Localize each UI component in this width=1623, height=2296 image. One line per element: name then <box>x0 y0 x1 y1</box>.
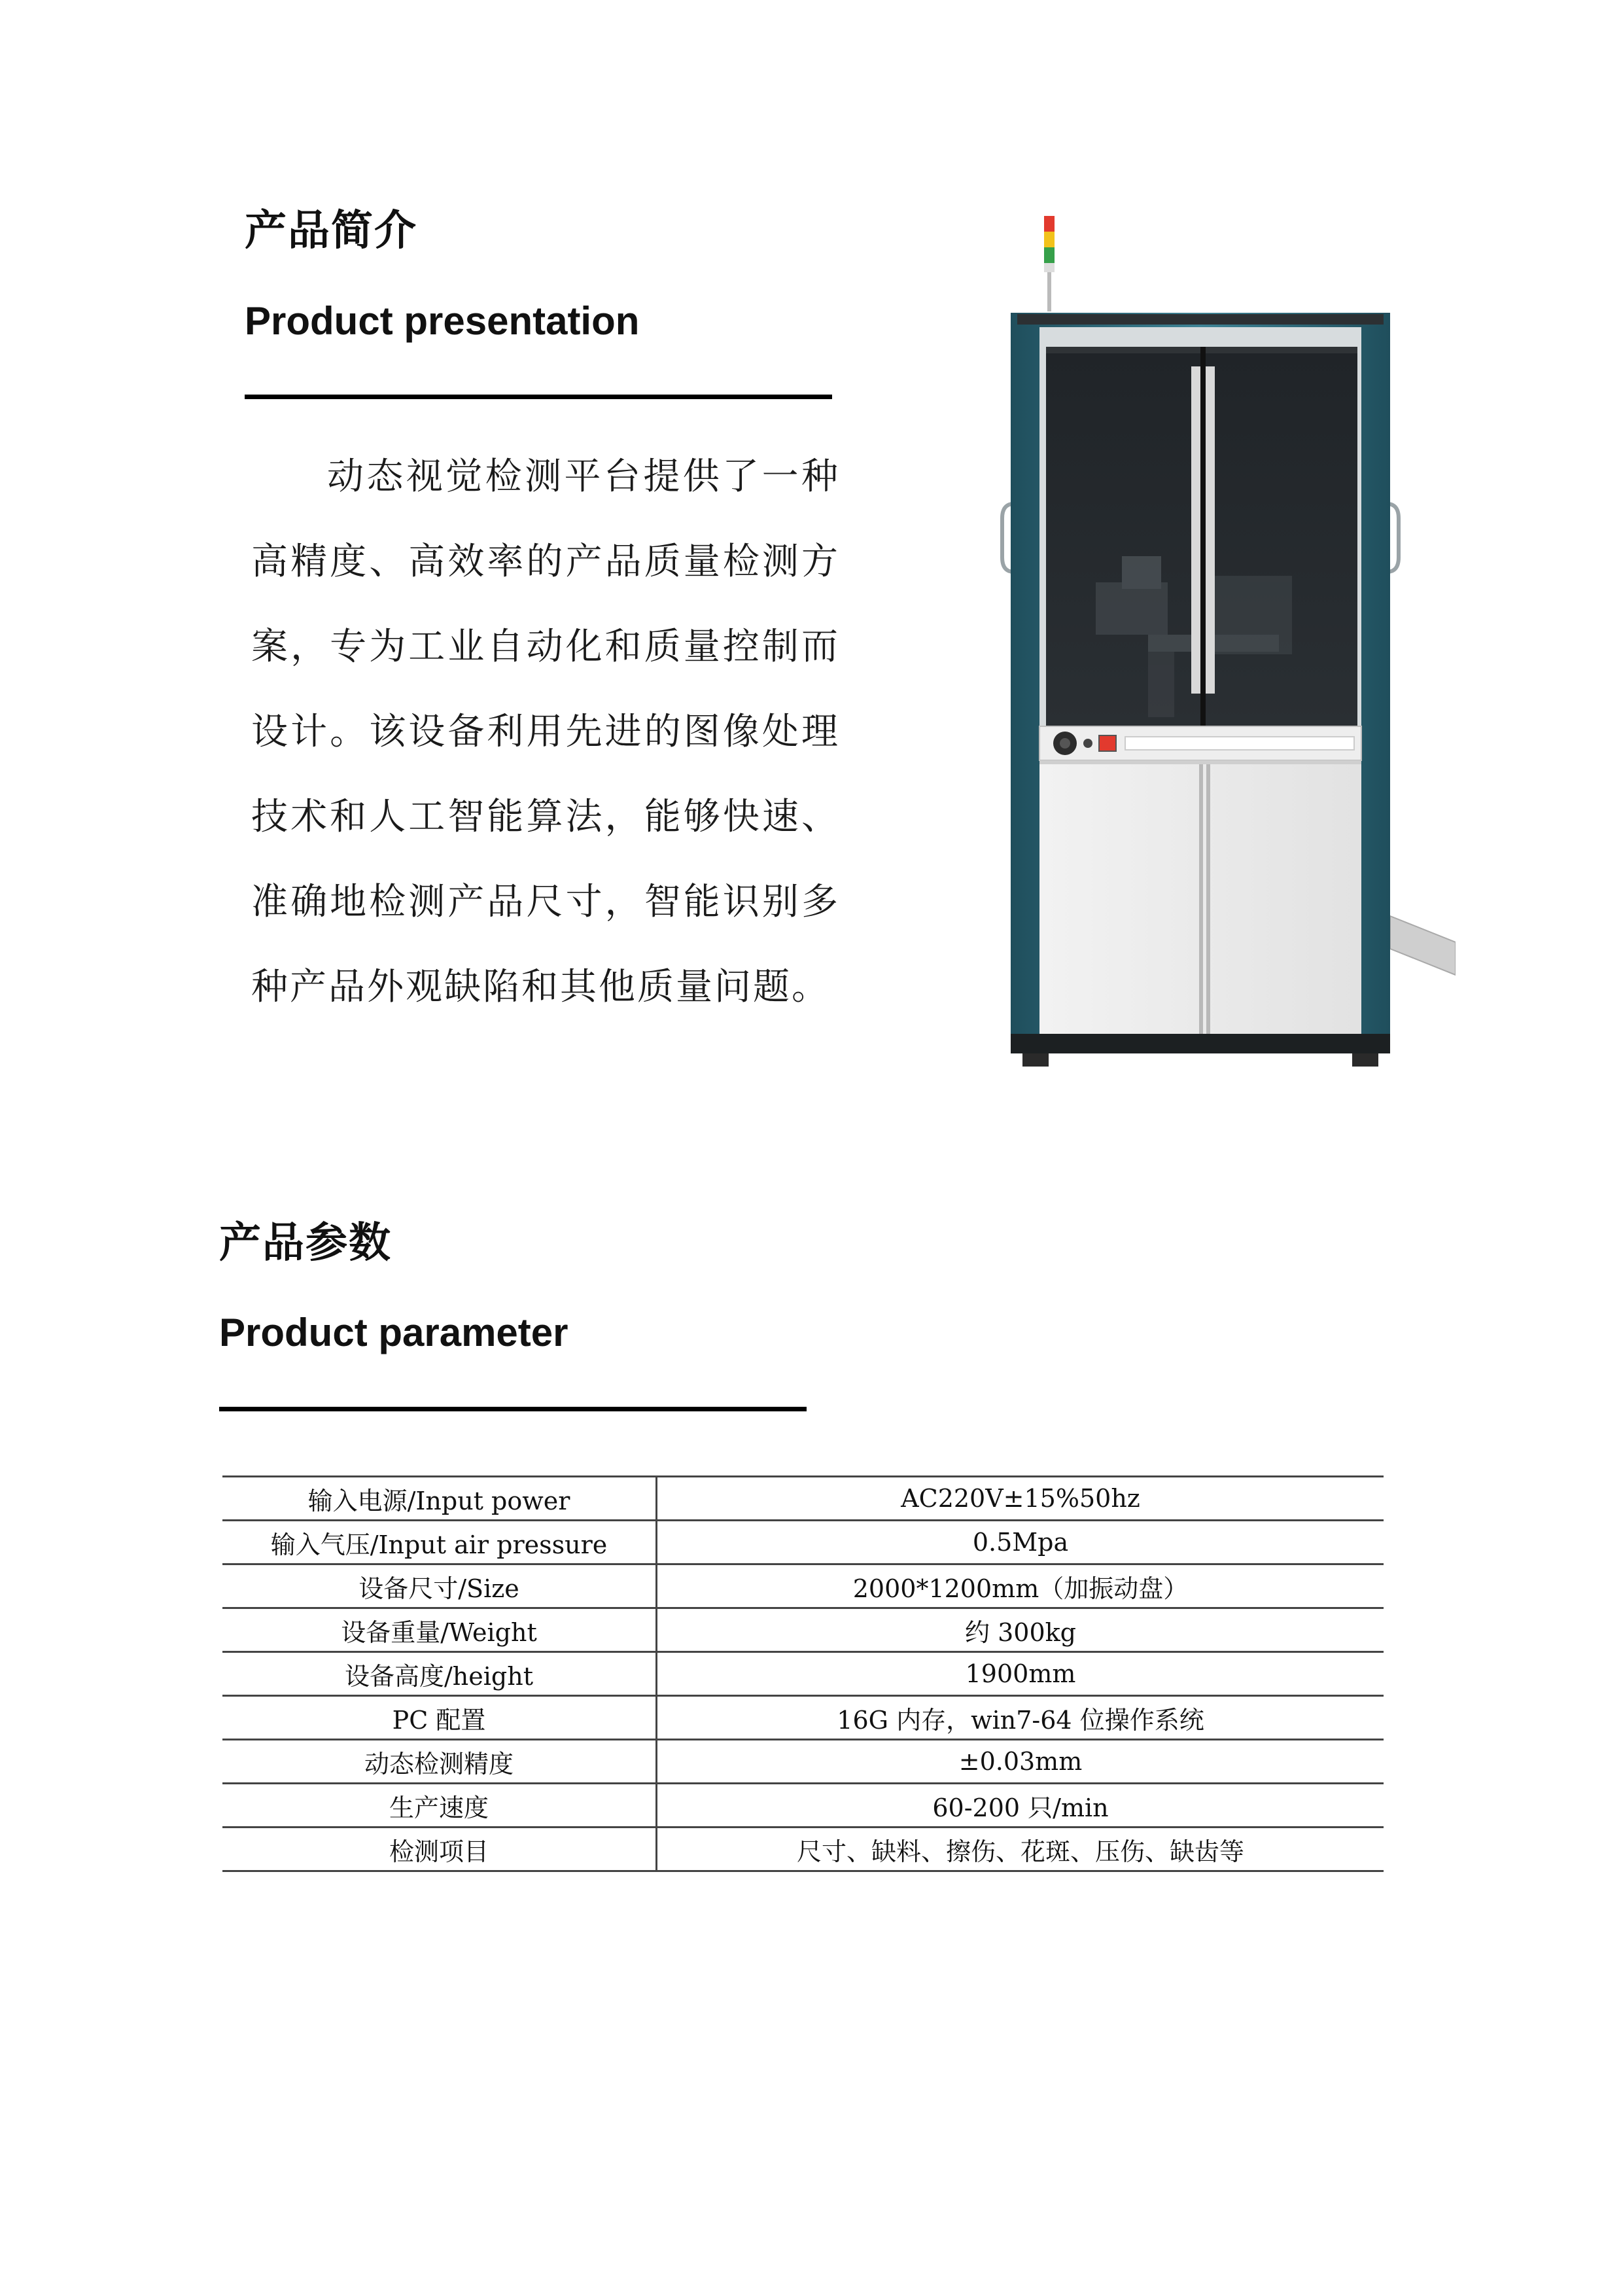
param-value: 尺寸、缺料、擦伤、花斑、压伤、缺齿等 <box>657 1828 1384 1871</box>
param-value: 0.5Mpa <box>657 1521 1384 1564</box>
param-label: 设备重量/Weight <box>222 1608 657 1652</box>
param-value: ±0.03mm <box>657 1740 1384 1784</box>
stack-light <box>1044 216 1055 311</box>
table-row <box>222 1477 1384 1521</box>
param-label: 输入电源/Input power <box>222 1477 657 1521</box>
parameters-divider <box>219 1407 807 1411</box>
param-value: 60-200 只/min <box>657 1784 1384 1828</box>
table-row <box>222 1521 1384 1564</box>
parameters-title-cn: 产品参数 <box>219 1219 392 1267</box>
presentation-divider <box>245 395 832 399</box>
param-label: 输入气压/Input air pressure <box>222 1521 657 1564</box>
param-label: 动态检测精度 <box>222 1740 657 1784</box>
table-row <box>222 1784 1384 1828</box>
presentation-body: 动态视觉检测平台提供了一种高精度、高效率的产品质量检测方案，专为工业自动化和质量控制而设计。该设备利用先进的图像处理技术和人工智能算法，能够快速、准确地检测产品尺寸，智能识别多种产品外观缺陷和其他质量问题。 <box>251 455 840 1008</box>
param-value: 16G 内存，win7-64 位操作系统 <box>657 1696 1384 1740</box>
table-row <box>222 1696 1384 1740</box>
param-value: 2000*1200mm（加振动盘） <box>657 1564 1384 1608</box>
presentation-title-en: Product presentation <box>245 299 640 343</box>
param-label: 生产速度 <box>222 1784 657 1828</box>
param-value: 1900mm <box>657 1652 1384 1696</box>
table-row <box>222 1652 1384 1696</box>
inspection-machine-image <box>998 216 1456 1083</box>
presentation-title-cn: 产品简介 <box>245 207 417 255</box>
param-label: 检测项目 <box>222 1828 657 1871</box>
param-label: 设备尺寸/Size <box>222 1564 657 1608</box>
param-label: 设备高度/height <box>222 1652 657 1696</box>
table-row <box>222 1564 1384 1608</box>
param-label: PC 配置 <box>222 1696 657 1740</box>
table-row <box>222 1828 1384 1871</box>
parameters-table <box>222 1475 1384 1872</box>
param-value: AC220V±15%50hz <box>657 1477 1384 1521</box>
parameters-title-en: Product parameter <box>219 1311 568 1354</box>
inspection-machine-icon <box>998 216 1456 1083</box>
table-row <box>222 1740 1384 1784</box>
table-row <box>222 1608 1384 1652</box>
param-value: 约 300kg <box>657 1608 1384 1652</box>
